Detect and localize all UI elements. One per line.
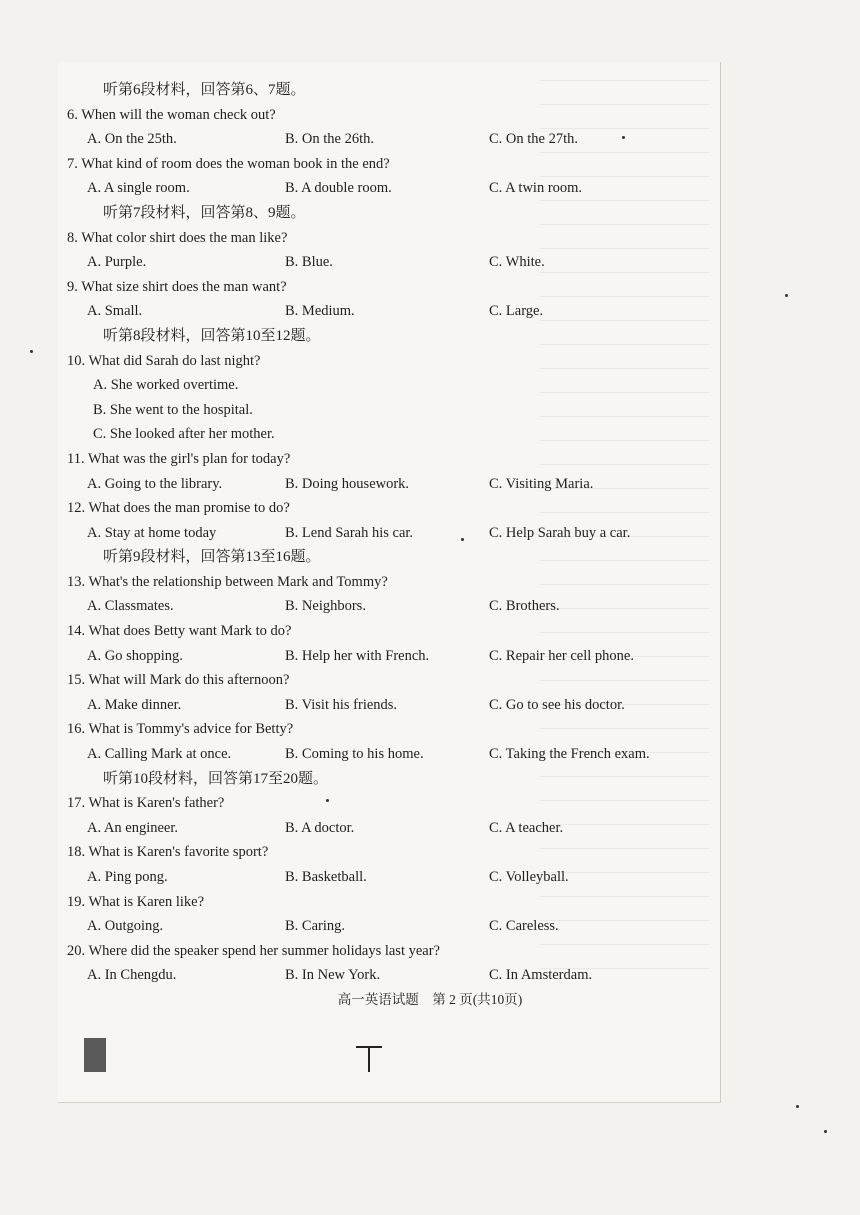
question-list	[67, 78, 707, 988]
answer-option: A. A single room.	[87, 180, 190, 197]
t-mark-icon	[356, 1046, 382, 1072]
answer-options-row	[67, 521, 707, 546]
answer-option: A. Classmates.	[87, 598, 174, 615]
answer-option: B. Medium.	[285, 303, 355, 320]
answer-option: C. Visiting Maria.	[489, 475, 594, 492]
section-header: 听第9段材料，回答第13至16题。	[103, 549, 321, 566]
question-stem: 11. What was the girl's plan for today?	[67, 450, 291, 467]
speck	[461, 538, 464, 541]
answer-options-row	[67, 644, 707, 669]
answer-option: A. Small.	[87, 303, 143, 320]
answer-option: B. Neighbors.	[285, 598, 366, 615]
answer-option: C. Brothers.	[489, 598, 560, 615]
answer-options-row	[67, 816, 707, 841]
answer-option: B. Visit his friends.	[285, 696, 398, 713]
scan-block-mark	[84, 1038, 106, 1072]
answer-option: A. Calling Mark at once.	[87, 746, 232, 763]
answer-options-row	[67, 472, 707, 497]
question-stem: 7. What kind of room does the woman book in the end?	[67, 155, 390, 172]
answer-options-row	[67, 594, 707, 619]
answer-option: B. Caring.	[285, 918, 346, 935]
answer-option: A. Stay at home today	[87, 524, 217, 541]
answer-option: C. Repair her cell phone.	[489, 647, 634, 664]
speck	[326, 799, 329, 802]
answer-option: A. She worked overtime.	[93, 377, 239, 394]
speck	[30, 350, 33, 353]
answer-options-row	[67, 742, 707, 767]
answer-option: C. Volleyball.	[489, 869, 569, 885]
answer-option: C. On the 27th.	[489, 131, 579, 148]
answer-option: B. On the 26th.	[285, 131, 375, 148]
question-stem: 17. What is Karen's father?	[67, 795, 225, 812]
section-header: 听第10段材料，回答第17至20题。	[103, 770, 329, 787]
answer-option: C. Large.	[489, 303, 544, 320]
question-stem: 20. Where did the speaker spend her summer holidays last year?	[67, 942, 440, 959]
answer-option: C. White.	[489, 254, 545, 271]
answer-options-row	[67, 176, 707, 201]
answer-options-row	[67, 250, 707, 275]
answer-option: B. Coming to his home.	[285, 746, 424, 763]
answer-option: C. A teacher.	[489, 819, 564, 836]
answer-option: B. A doctor.	[285, 819, 355, 836]
answer-option: A. Go shopping.	[87, 647, 183, 664]
speck	[622, 136, 625, 139]
answer-option: B. Doing housework.	[285, 475, 410, 492]
answer-option: B. Help her with French.	[285, 647, 430, 664]
answer-option: C. A twin room.	[489, 180, 583, 197]
answer-option: B. In New York.	[285, 967, 381, 984]
answer-option: A. Purple.	[87, 254, 147, 271]
speck	[785, 294, 788, 297]
answer-option: C. Help Sarah buy a car.	[489, 524, 631, 541]
question-stem: 6. When will the woman check out?	[67, 106, 276, 123]
answer-option: A. Outgoing.	[87, 918, 164, 935]
question-stem: 13. What's the relationship between Mark and Tommy?	[67, 573, 388, 590]
section-header: 听第6段材料，回答第6、7题。	[103, 82, 306, 98]
question-stem: 10. What did Sarah do last night?	[67, 352, 261, 369]
question-stem: 8. What color shirt does the man like?	[67, 229, 288, 246]
section-header: 听第8段材料，回答第10至12题。	[103, 327, 321, 344]
page-footer: 高一英语试题 第 2 页(共10页)	[337, 992, 523, 1007]
answer-option: C. She looked after her mother.	[93, 426, 275, 443]
question-stem: 18. What is Karen's favorite sport?	[67, 844, 269, 861]
answer-option: B. Basketball.	[285, 869, 367, 885]
answer-option: A. Going to the library.	[87, 475, 223, 492]
answer-options-row	[67, 914, 707, 939]
answer-option: B. A double room.	[285, 180, 392, 197]
question-stem: 19. What is Karen like?	[67, 893, 205, 910]
answer-option: B. She went to the hospital.	[93, 401, 253, 418]
speck	[824, 1130, 827, 1133]
question-stem: 12. What does the man promise to do?	[67, 500, 290, 517]
question-stem: 15. What will Mark do this afternoon?	[67, 672, 290, 689]
answer-option: A. In Chengdu.	[87, 967, 177, 984]
answer-option: C. Taking the French exam.	[489, 746, 650, 763]
answer-options-row	[67, 299, 707, 324]
question-stem: 14. What does Betty want Mark to do?	[67, 623, 292, 640]
answer-option: A. On the 25th.	[87, 131, 177, 148]
section-header: 听第7段材料，回答第8、9题。	[103, 204, 306, 221]
question-stem: 16. What is Tommy's advice for Betty?	[67, 721, 294, 738]
answer-option: C. Go to see his doctor.	[489, 696, 625, 713]
question-stem: 9. What size shirt does the man want?	[67, 278, 287, 295]
answer-option: C. Careless.	[489, 918, 559, 935]
speck	[796, 1105, 799, 1108]
answer-option: B. Blue.	[285, 254, 333, 271]
answer-option: A. An engineer.	[87, 819, 179, 836]
answer-options-row	[67, 963, 707, 988]
answer-options-row	[67, 127, 707, 152]
answer-options-row	[67, 865, 707, 890]
answer-option: B. Lend Sarah his car.	[285, 524, 414, 541]
answer-option: C. In Amsterdam.	[489, 967, 593, 984]
answer-options-row	[67, 693, 707, 718]
answer-option: A. Ping pong.	[87, 869, 168, 885]
answer-option: A. Make dinner.	[87, 696, 182, 713]
